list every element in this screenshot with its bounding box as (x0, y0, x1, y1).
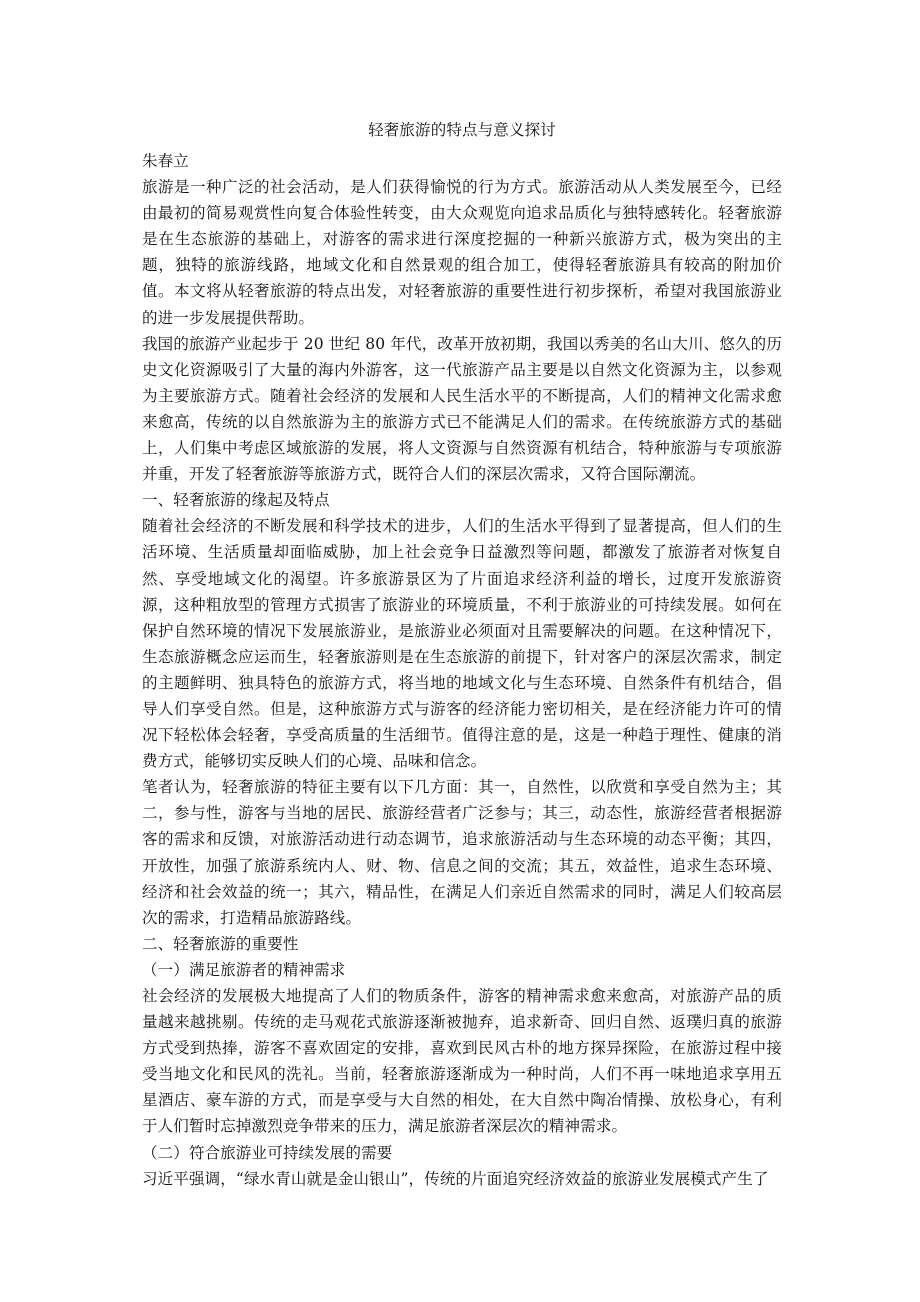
document-body (142, 118, 782, 1192)
paragraph-background: 我国的旅游产业起步于 20 世纪 80 年代，改革开放初期，我国以秀美的名山大川、悠久的历史文化资源吸引了大量的海内外游客，这一代旅游产品主要是以自然文化资源为主，以参观为主要旅游方式。随着社会经济的发展和人民生活水平的不断提高，人们的精神文化需求愈来愈高，传统的以自然旅游为主的旅游方式已不能满足人们的需求。在传统旅游方式的基础上，人们集中考虑区域旅游的发展，将人文资源与自然资源有机结合，特种旅游与专项旅游并重，开发了轻奢旅游等旅游方式，既符合人们的深层次需求，又符合国际潮流。 (142, 334, 782, 484)
paragraph-sustainability: 习近平强调，“绿水青山就是金山银山”，传统的片面追究经济效益的旅游业发展模式产生了 (142, 1169, 769, 1188)
paragraph-origin: 随着社会经济的不断发展和科学技术的进步，人们的生活水平得到了显著提高，但人们的生活环境、生活质量却面临威胁，加上社会竞争日益激烈等问题，都激发了旅游者对恢复自然、享受地域文化的渴望。许多旅游景区为了片面追求经济利益的增长，过度开发旅游资源，这种粗放型的管理方式损害了旅游业的环境质量，不利于旅游业的可持续发展。如何在保护自然环境的情况下发展旅游业，是旅游业必须面对且需要解决的问题。在这种情况下，生态旅游概念应运而生，轻奢旅游则是在生态旅游的前提下，针对客户的深层次需求，制定的主题鲜明、独具特色的旅游方式，将当地的地域文化与生态环境、自然条件有机结合，倡导人们享受自然。但是，这种旅游方式与游客的经济能力密切相关，是在经济能力许可的情况下轻松体会轻奢，享受高质量的生活细节。值得注意的是，这是一种趋于理性、健康的消费方式，能够切实反映人们的心境、品味和信念。 (142, 517, 782, 771)
subsection-heading-2: （二）符合旅游业可持续发展的需要 (142, 1143, 393, 1162)
document-title: 轻奢旅游的特点与意义探讨 (368, 121, 556, 139)
author-name: 朱春立 (142, 152, 189, 170)
paragraph-features: 笔者认为，轻奢旅游的特征主要有以下几方面：其一，自然性，以欣赏和享受自然为主；其二，参与性，游客与当地的居民、旅游经营者广泛参与；其三，动态性，旅游经营者根据游客的需求和反馈，对旅游活动进行动态调节，追求旅游活动与生态环境的动态平衡；其四，开放性，加强了旅游系统内人、财、物、信息之间的交流；其五，效益性，追求生态环境、经济和社会效益的统一；其六，精品性，在满足人们亲近自然需求的同时，满足人们较高层次的需求，打造精品旅游路线。 (142, 778, 782, 927)
paragraph-spiritual-needs: 社会经济的发展极大地提高了人们的物质条件，游客的精神需求愈来愈高，对旅游产品的质量越来越挑剔。传统的走马观花式旅游逐渐被抛弃，追求新奇、回归自然、返璞归真的旅游方式受到热捧，游客不喜欢固定的安排，喜欢到民风古朴的地方探异探险，在旅游过程中接受当地文化和民风的洗礼。当前，轻奢旅游逐渐成为一种时尚，人们不再一味地追求享用五星酒店、豪车游的方式，而是享受与大自然的相处，在大自然中陶冶情操、放松身心，有利于人们暂时忘掉激烈竞争带来的压力，满足旅游者深层次的精神需求。 (142, 987, 782, 1136)
paragraph-intro: 旅游是一种广泛的社会活动，是人们获得愉悦的行为方式。旅游活动从人类发展至今，已经由最初的简易观赏性向复合体验性转变，由大众观览向追求品质化与独特感转化。轻奢旅游是在生态旅游的基础上，对游客的需求进行深度挖掘的一种新兴旅游方式，极为突出的主题，独特的旅游线路，地域文化和自然景观的组合加工，使得轻奢旅游具有较高的附加价值。本文将从轻奢旅游的特点出发，对轻奢旅游的重要性进行初步探析，希望对我国旅游业的进一步发展提供帮助。 (142, 178, 782, 327)
subsection-heading-1: （一）满足旅游者的精神需求 (142, 960, 346, 979)
section-heading-2: 二、轻奢旅游的重要性 (142, 934, 299, 953)
section-heading-1: 一、轻奢旅游的缘起及特点 (142, 491, 330, 510)
